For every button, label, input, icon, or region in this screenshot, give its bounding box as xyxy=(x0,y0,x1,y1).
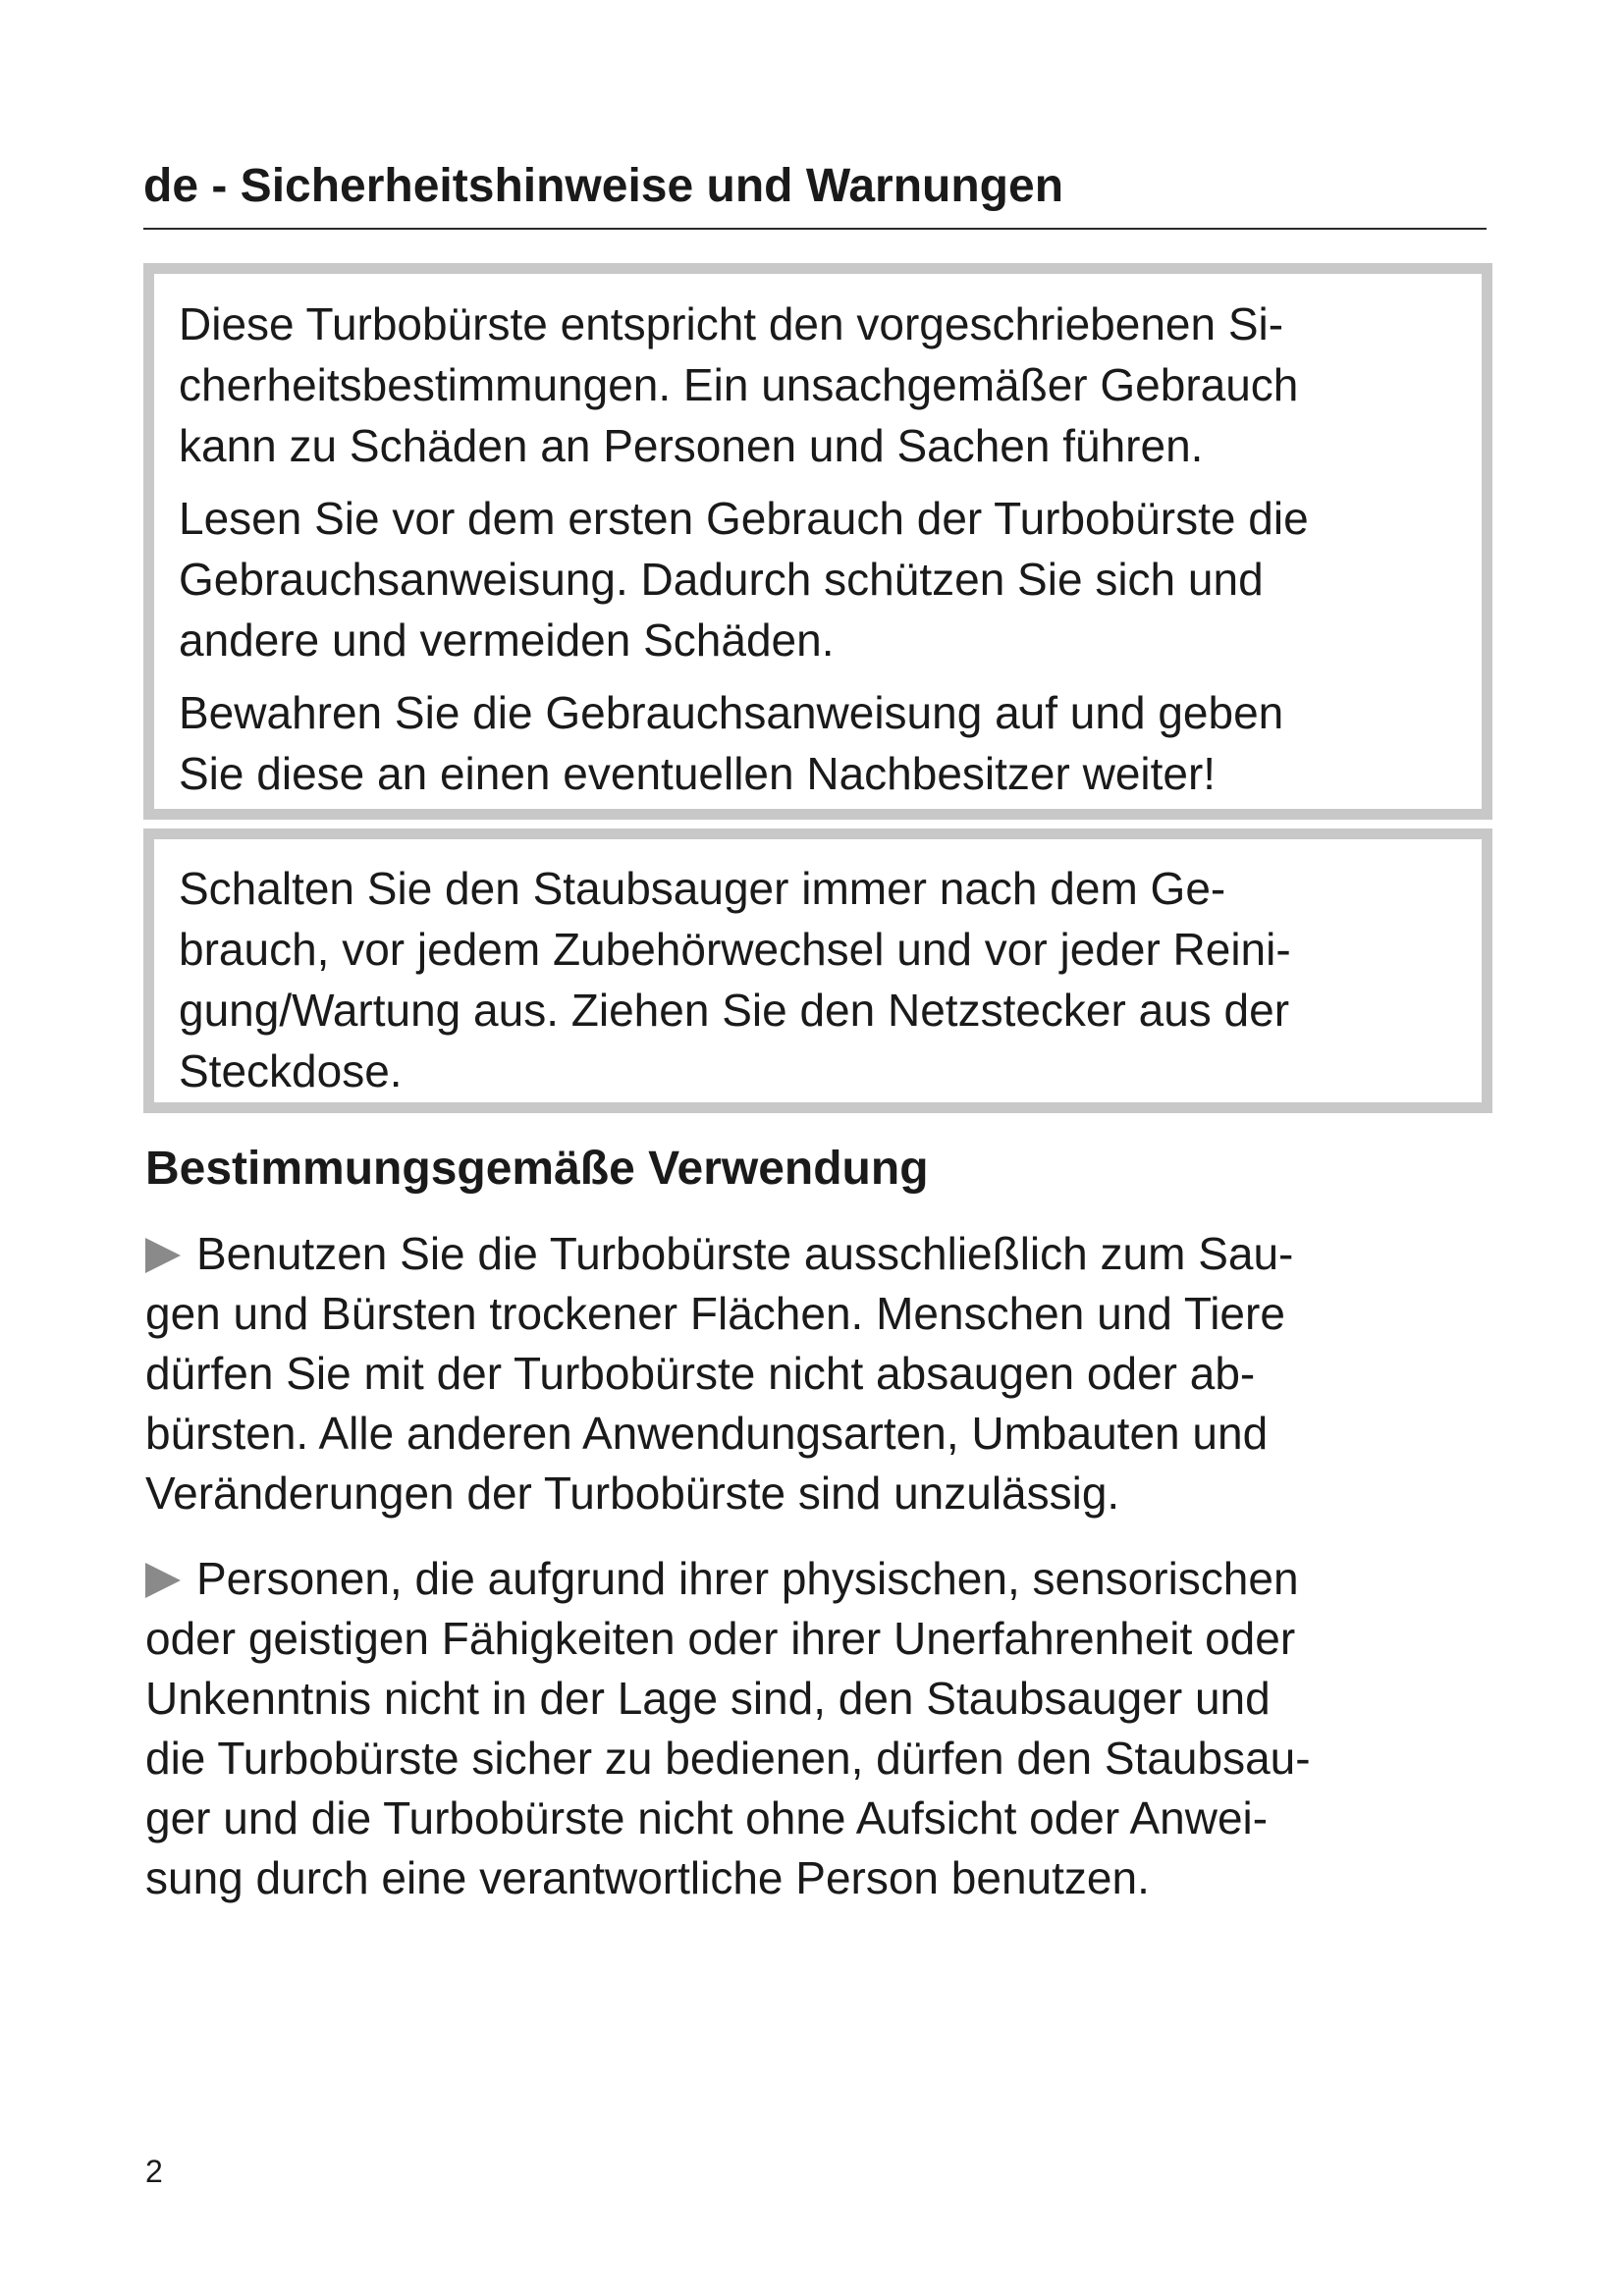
bullet-item xyxy=(145,1549,1500,1908)
text-line: gung/Wartung aus. Ziehen Sie den Netzstecker aus der xyxy=(179,985,1290,1036)
bullet-first-line xyxy=(145,1549,1500,1609)
text-line: Lesen Sie vor dem ersten Gebrauch der Turbobürste die xyxy=(179,493,1309,544)
page-number: 2 xyxy=(145,2154,163,2189)
bullet-first-line xyxy=(145,1224,1500,1284)
text-line: Gebrauchsanweisung. Dadurch schützen Sie sich und xyxy=(179,554,1264,605)
text-line: cherheitsbestimmungen. Ein unsachgemäßer Gebrauch xyxy=(179,359,1299,410)
text-line: Bewahren Sie die Gebrauchsanweisung auf und geben xyxy=(179,687,1284,738)
text-line: Diese Turbobürste entspricht den vorgeschriebenen Si- xyxy=(179,298,1284,349)
arrow-right-icon xyxy=(145,1563,181,1598)
text-line: dürfen Sie mit der Turbobürste nicht absaugen oder ab- xyxy=(145,1348,1256,1399)
arrow-right-icon xyxy=(145,1238,181,1273)
text-line: kann zu Schäden an Personen und Sachen führen. xyxy=(179,420,1204,471)
text-line: oder geistigen Fähigkeiten oder ihrer Unerfahrenheit oder xyxy=(145,1613,1296,1664)
notice-paragraph xyxy=(179,858,1442,1101)
text-line: ger und die Turbobürste nicht ohne Aufsicht oder Anwei- xyxy=(145,1792,1269,1843)
text-line: bürsten. Alle anderen Anwendungsarten, Umbauten und xyxy=(145,1408,1269,1459)
bullet-item xyxy=(145,1224,1500,1523)
notice-paragraph xyxy=(179,682,1442,804)
text-line: brauch, vor jedem Zubehörwechsel und vor jeder Reini- xyxy=(179,924,1291,975)
page-title: de - Sicherheitshinweise und Warnungen xyxy=(143,160,1064,212)
text-line: Unkenntnis nicht in der Lage sind, den Staubsauger und xyxy=(145,1673,1271,1724)
text-line: andere und vermeiden Schäden. xyxy=(179,614,835,666)
section-heading: Bestimmungsgemäße Verwendung xyxy=(145,1143,929,1195)
text-line: die Turbobürste sicher zu bedienen, dürfen den Staubsau- xyxy=(145,1733,1311,1784)
text-line: Schalten Sie den Staubsauger immer nach dem Ge- xyxy=(179,863,1226,914)
notice-paragraph xyxy=(179,488,1442,670)
text-line: Benutzen Sie die Turbobürste ausschließlich zum Sau- xyxy=(196,1228,1294,1279)
safety-notice-box xyxy=(143,263,1492,820)
text-line: Personen, die aufgrund ihrer physischen, sensorischen xyxy=(196,1553,1299,1604)
text-line: Steckdose. xyxy=(179,1045,403,1096)
power-off-notice-box xyxy=(143,828,1492,1113)
page-header xyxy=(143,157,1487,230)
text-line: Veränderungen der Turbobürste sind unzulässig. xyxy=(145,1468,1120,1519)
text-line: sung durch eine verantwortliche Person benutzen. xyxy=(145,1852,1150,1903)
notice-paragraph xyxy=(179,294,1442,476)
text-line: Sie diese an einen eventuellen Nachbesitzer weiter! xyxy=(179,748,1217,799)
text-line: gen und Bürsten trockener Flächen. Menschen und Tiere xyxy=(145,1288,1285,1339)
